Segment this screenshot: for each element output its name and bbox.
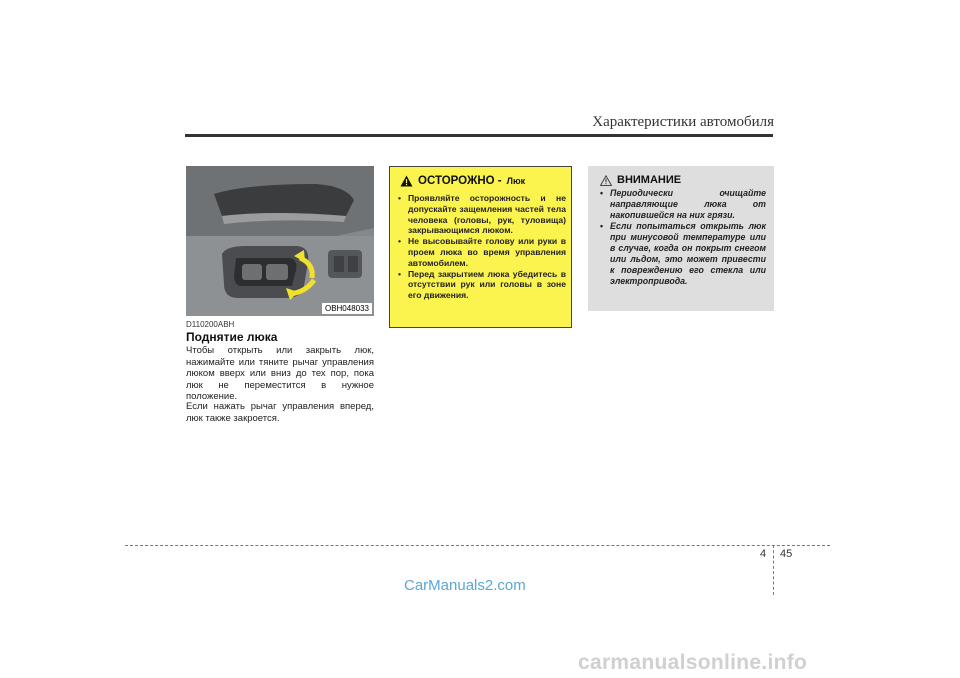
warning-item <box>398 269 566 301</box>
header-rule <box>185 134 773 137</box>
warning-triangle-icon <box>400 175 413 187</box>
warning-item-text: Не высовывайте голову или руки в проем люка во время управления автомобилем. <box>408 236 566 268</box>
attention-box <box>588 166 774 311</box>
warning-item-text: Проявляйте осторожность и не допускайте защемления частей тела человека (головы, рук, туловища) закрывающимся люком. <box>408 193 566 236</box>
attention-list <box>600 188 766 287</box>
caution-triangle-icon <box>600 175 612 186</box>
photo-code: OBH048033 <box>322 303 372 314</box>
chapter-number: 4 <box>760 548 767 560</box>
attention-item <box>600 188 766 221</box>
warning-list <box>398 193 566 301</box>
bullet: • <box>600 188 604 198</box>
watermark-link[interactable]: CarManuals2.com <box>404 577 526 594</box>
bullet: • <box>398 193 402 203</box>
footer-divider <box>773 545 774 595</box>
attention-item <box>600 221 766 287</box>
warning-item <box>398 193 566 236</box>
sunroof-switch-photo <box>186 166 374 316</box>
warning-box <box>389 166 572 328</box>
warning-item-text: Перед закрытием люка убедитесь в отсутствии рук или головы в зоне его движения. <box>408 268 566 301</box>
bullet: • <box>600 221 604 231</box>
attention-item-text: Периодически очищайте направляющие люка от накопившейся на них грязи. <box>610 188 766 220</box>
warning-item <box>398 236 566 268</box>
warning-heading-text: ОСТОРОЖНО - <box>418 175 502 187</box>
bullet: • <box>398 268 402 279</box>
attention-heading <box>600 174 681 186</box>
warning-subheading: Люк <box>506 176 526 186</box>
section-code: D110200ABH <box>186 320 235 329</box>
attention-item-text: Если попытаться открыть люк при минусовой температуре или в случае, когда он покрыт снегом или льдом, это может привести к повреждению его стекла или электропривода. <box>610 221 766 286</box>
section-title: Поднятие люка <box>186 330 278 344</box>
bullet: • <box>398 236 402 247</box>
chapter-header-title: Характеристики автомобиля <box>592 114 774 130</box>
sunroof-switch-illustration <box>186 166 374 316</box>
page-number: 45 <box>780 548 793 560</box>
body-paragraph: Чтобы открыть или закрыть люк, нажимайте или тяните рычаг управления люком вверх или вниз до тех пор, пока люк не переместится в нужное положение. <box>186 345 374 403</box>
attention-heading-text: ВНИМАНИЕ <box>617 174 682 186</box>
warning-heading <box>400 175 525 187</box>
watermark-link[interactable]: carmanualsonline.info <box>578 651 808 674</box>
footer-rule <box>125 545 830 546</box>
body-paragraph: Если нажать рычаг управления вперед, люк также закроется. <box>186 401 374 424</box>
